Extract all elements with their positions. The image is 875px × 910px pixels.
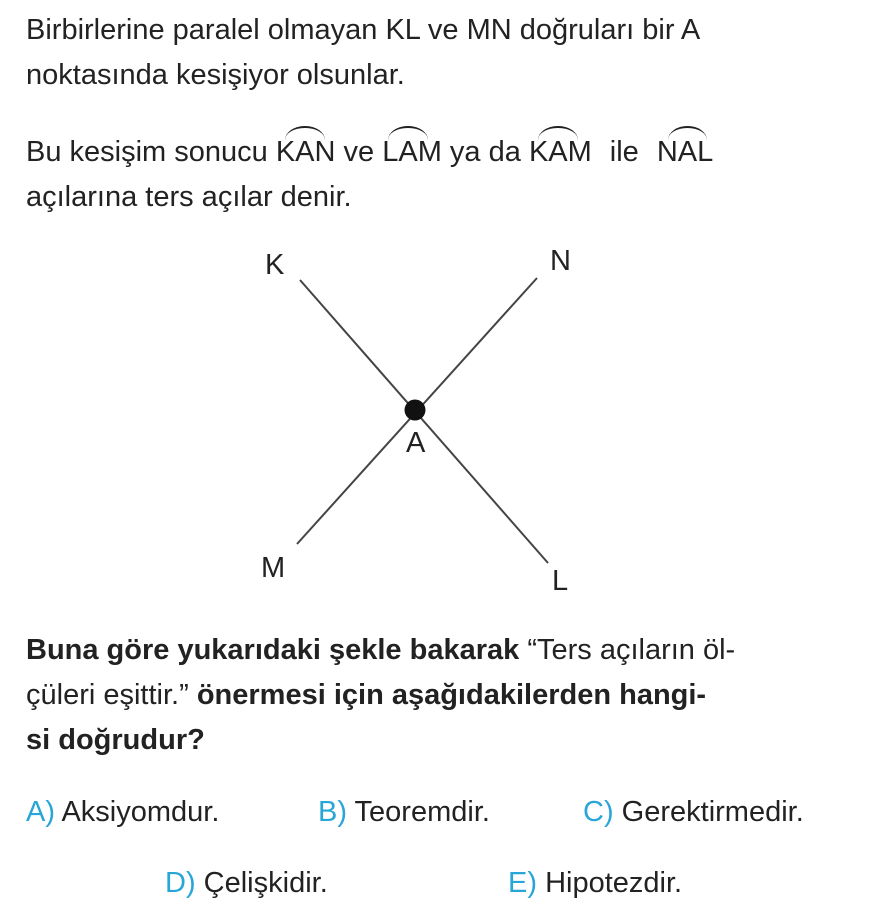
option-a[interactable]: A) Aksiyomdur. [26,796,220,828]
label-k: K [265,249,285,281]
definition-line-2: açılarına ters açılar denir. [26,181,352,213]
question-text: Buna göre yukarıdaki şekle bakarak “Ters açıların öl- çüleri eşittir.” önermesi için aşağıdakilerden hangi- si doğrudur? [26,634,736,756]
label-n: N [550,245,571,277]
angle-kan: KAN [276,130,336,175]
angle-lam: LAM [382,130,442,175]
angle-kam: KAM [529,130,592,175]
angle-nal: NAL [657,130,713,175]
label-m: M [261,552,286,584]
line-kl [300,280,548,563]
option-e[interactable]: E) Hipotezdir. [508,867,683,899]
definition-ile: ile [609,136,639,168]
definition-paragraph: Bu kesişim sonucu KAN ve LAM ya da KAM ile NAL açılarına ters açılar denir. [26,130,866,220]
option-d[interactable]: D) Çelişkidir. [165,867,328,899]
intro-line-1: Birbirlerine paralel olmayan KL ve MN doğruları bir A [26,14,701,46]
option-b[interactable]: B) Teoremdir. [318,796,490,828]
option-c[interactable]: C) Gerektirmedir. [583,796,804,828]
intro-line-2: noktasında kesişiyor olsunlar. [26,59,405,91]
intersection-point-a [405,400,426,421]
definition-prefix: Bu kesişim sonucu [26,136,276,168]
label-a: A [406,427,426,459]
label-l: L [552,565,569,597]
